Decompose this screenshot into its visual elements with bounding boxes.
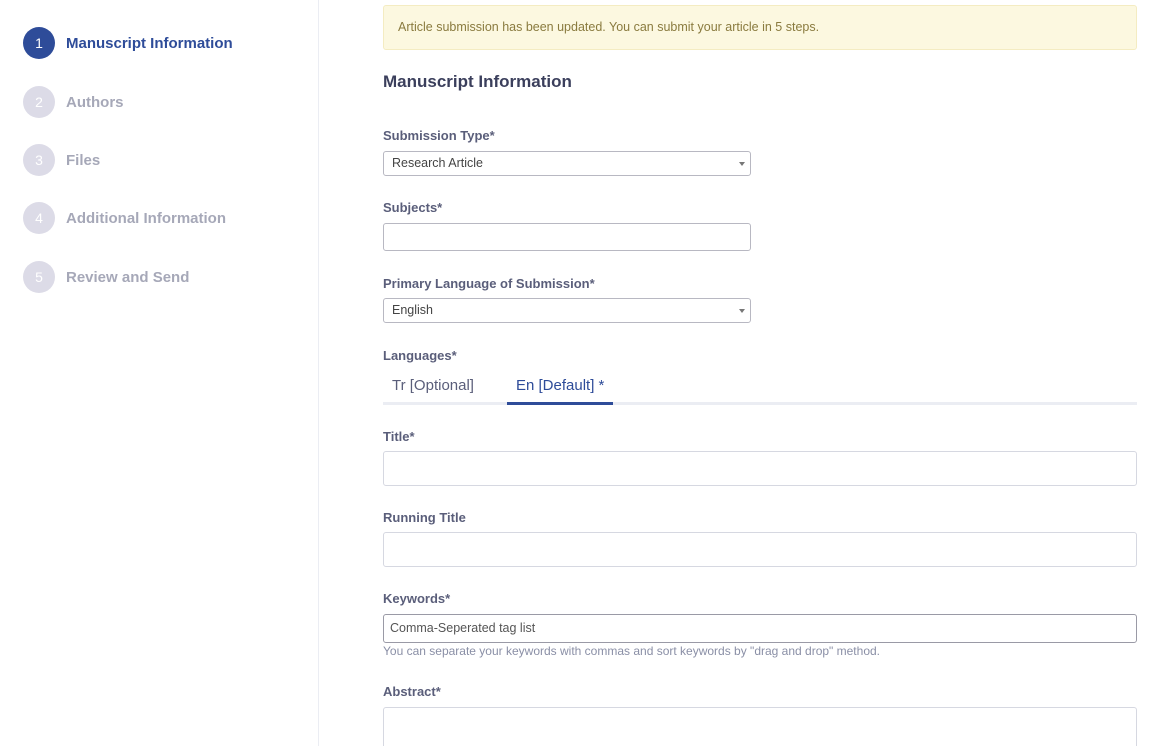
submission-type-label: Submission Type* [383,128,495,143]
step-label: Files [66,151,101,169]
step-label: Manuscript Information [66,34,233,52]
primary-language-select[interactable] [383,298,751,323]
step-manuscript-information[interactable] [23,27,233,59]
dropdown-caret-icon [739,162,745,166]
subjects-input[interactable] [383,223,751,251]
languages-label: Languages* [383,348,457,363]
dropdown-caret-icon [739,309,745,313]
keywords-hint: You can separate your keywords with commas and sort keywords by "drag and drop" method. [383,644,880,658]
step-files[interactable] [23,144,100,176]
step-authors[interactable] [23,86,124,118]
steps-sidebar [0,0,319,746]
primary-language-label: Primary Language of Submission* [383,276,595,291]
step-number: 3 [23,144,55,176]
primary-language-value: English [392,303,433,317]
abstract-textarea[interactable] [383,707,1137,746]
step-number: 5 [23,261,55,293]
keywords-label: Keywords* [383,591,451,606]
abstract-label: Abstract* [383,684,441,699]
section-title: Manuscript Information [383,72,572,91]
step-number: 2 [23,86,55,118]
title-label: Title* [383,429,415,444]
subjects-label: Subjects* [383,200,443,215]
language-tabs [383,371,1137,405]
submission-type-select[interactable] [383,151,751,176]
step-number: 1 [23,27,55,59]
submission-type-value: Research Article [392,156,484,170]
step-number: 4 [23,202,55,234]
keywords-tag-input[interactable]: Comma-Seperated tag list [383,614,1137,643]
step-additional-information[interactable] [23,202,226,234]
manuscript-form [383,0,1137,746]
step-label: Review and Send [66,268,190,286]
step-label: Authors [66,93,124,111]
info-alert: Article submission has been updated. You can submit your article in 5 steps. [383,5,1137,50]
running-title-input[interactable] [383,532,1137,567]
title-input[interactable] [383,451,1137,486]
running-title-label: Running Title [383,510,466,525]
step-review-and-send[interactable] [23,261,189,293]
tab-tr-optional[interactable]: Tr [Optional] [392,377,474,394]
step-label: Additional Information [66,209,226,227]
tab-en-default[interactable]: En [Default] * [507,371,613,405]
